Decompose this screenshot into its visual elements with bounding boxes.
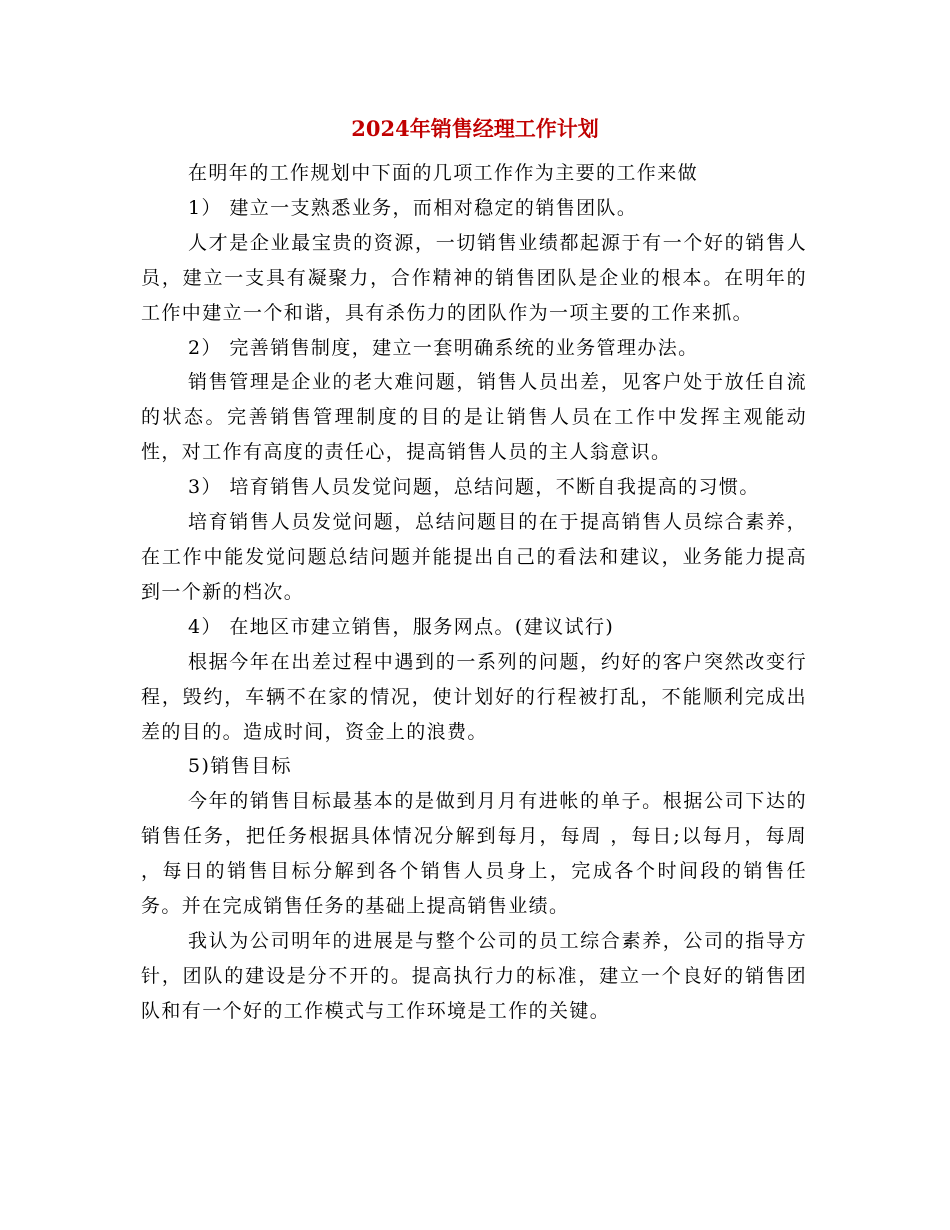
paragraph-body-1: 人才是企业最宝贵的资源，一切销售业绩都起源于有一个好的销售人员，建立一支具有凝聚力，合作精神的销售团队是企业的根本。在明年的工作中建立一个和谐，具有杀伤力的团队作为一项主要的工作来抓。 <box>141 231 807 324</box>
document-title: 2024年销售经理工作计划 <box>351 116 599 141</box>
document-body <box>141 156 807 1029</box>
paragraph-heading-5: 5)销售目标 <box>188 755 292 778</box>
paragraph-body-3: 培育销售人员发觉问题，总结问题目的在于提高销售人员综合素养，在工作中能发觉问题总结问题并能提出自己的看法和建议，业务能力提高到一个新的档次。 <box>141 511 807 603</box>
paragraph-body-2: 销售管理是企业的老大难问题，销售人员出差，见客户处于放任自流的状态。完善销售管理制度的目的是让销售人员在工作中发挥主观能动性，对工作有高度的责任心，提高销售人员的主人翁意识。 <box>141 371 807 464</box>
paragraph-heading-1: 1） 建立一支熟悉业务，而相对稳定的销售团队。 <box>188 196 638 219</box>
paragraph-heading-4: 4） 在地区市建立销售，服务网点。(建议试行) <box>188 615 615 638</box>
paragraph-heading-3: 3） 培育销售人员发觉问题，总结问题，不断自我提高的习惯。 <box>188 476 760 499</box>
paragraph-body-5: 今年的销售目标最基本的是做到月月有进帐的单子。根据公司下达的销售任务，把任务根据具体情况分解到每月，每周 ，每日;以每月，每周 ，每日的销售目标分解到各个销售人员身上，完成各个时间段的销售任务。并在完成销售任务的基础上提高销售业绩。 <box>141 790 807 918</box>
paragraph-body-4: 根据今年在出差过程中遇到的一系列的问题，约好的客户突然改变行程，毁约，车辆不在家的情况，使计划好的行程被打乱，不能顺利完成出差的目的。造成时间，资金上的浪费。 <box>141 650 807 743</box>
paragraph-intro: 在明年的工作规划中下面的几项工作作为主要的工作来做 <box>188 162 699 184</box>
paragraph-heading-2: 2） 完善销售制度，建立一套明确系统的业务管理办法。 <box>188 336 699 359</box>
paragraph-conclusion: 我认为公司明年的进展是与整个公司的员工综合素养，公司的指导方针，团队的建设是分不开的。提高执行力的标准，建立一个良好的销售团队和有一个好的工作模式与工作环境是工作的关键。 <box>141 929 807 1022</box>
